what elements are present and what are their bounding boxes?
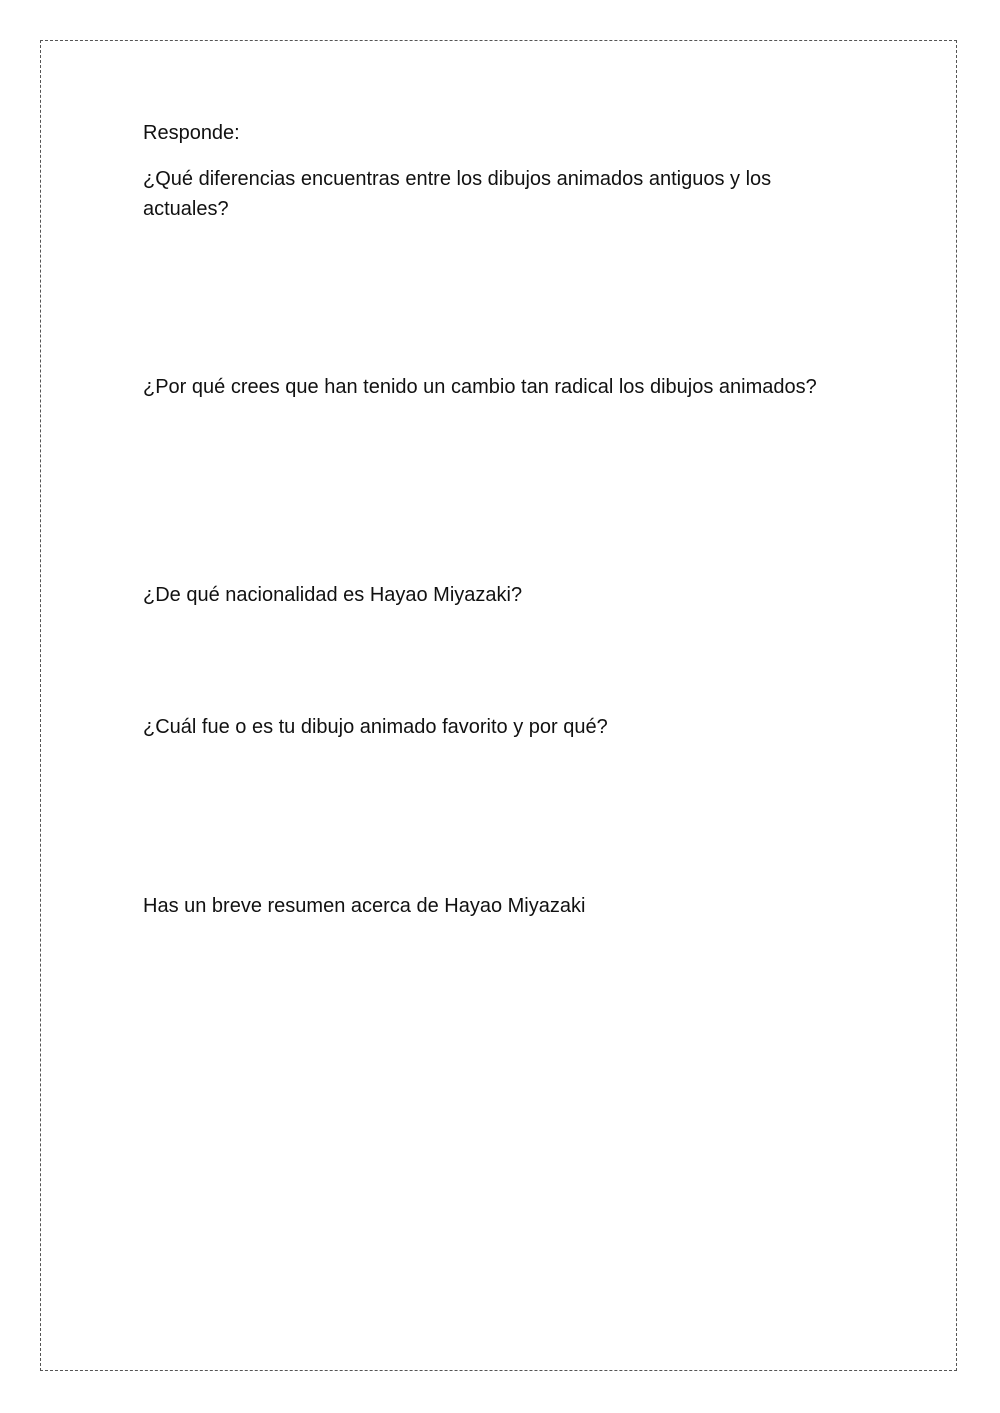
question-3: ¿De qué nacionalidad es Hayao Miyazaki? [143, 584, 523, 606]
question-2: ¿Por qué crees que han tenido un cambio tan radical los dibujos animados? [143, 376, 817, 398]
page-border [40, 40, 957, 1371]
worksheet-heading: Responde: [143, 122, 240, 144]
question-1: ¿Qué diferencias encuentras entre los dibujos animados antiguos y los actuales? [143, 168, 772, 220]
question-5: Has un breve resumen acerca de Hayao Miyazaki [143, 895, 586, 917]
question-4: ¿Cuál fue o es tu dibujo animado favorito y por qué? [143, 716, 608, 738]
